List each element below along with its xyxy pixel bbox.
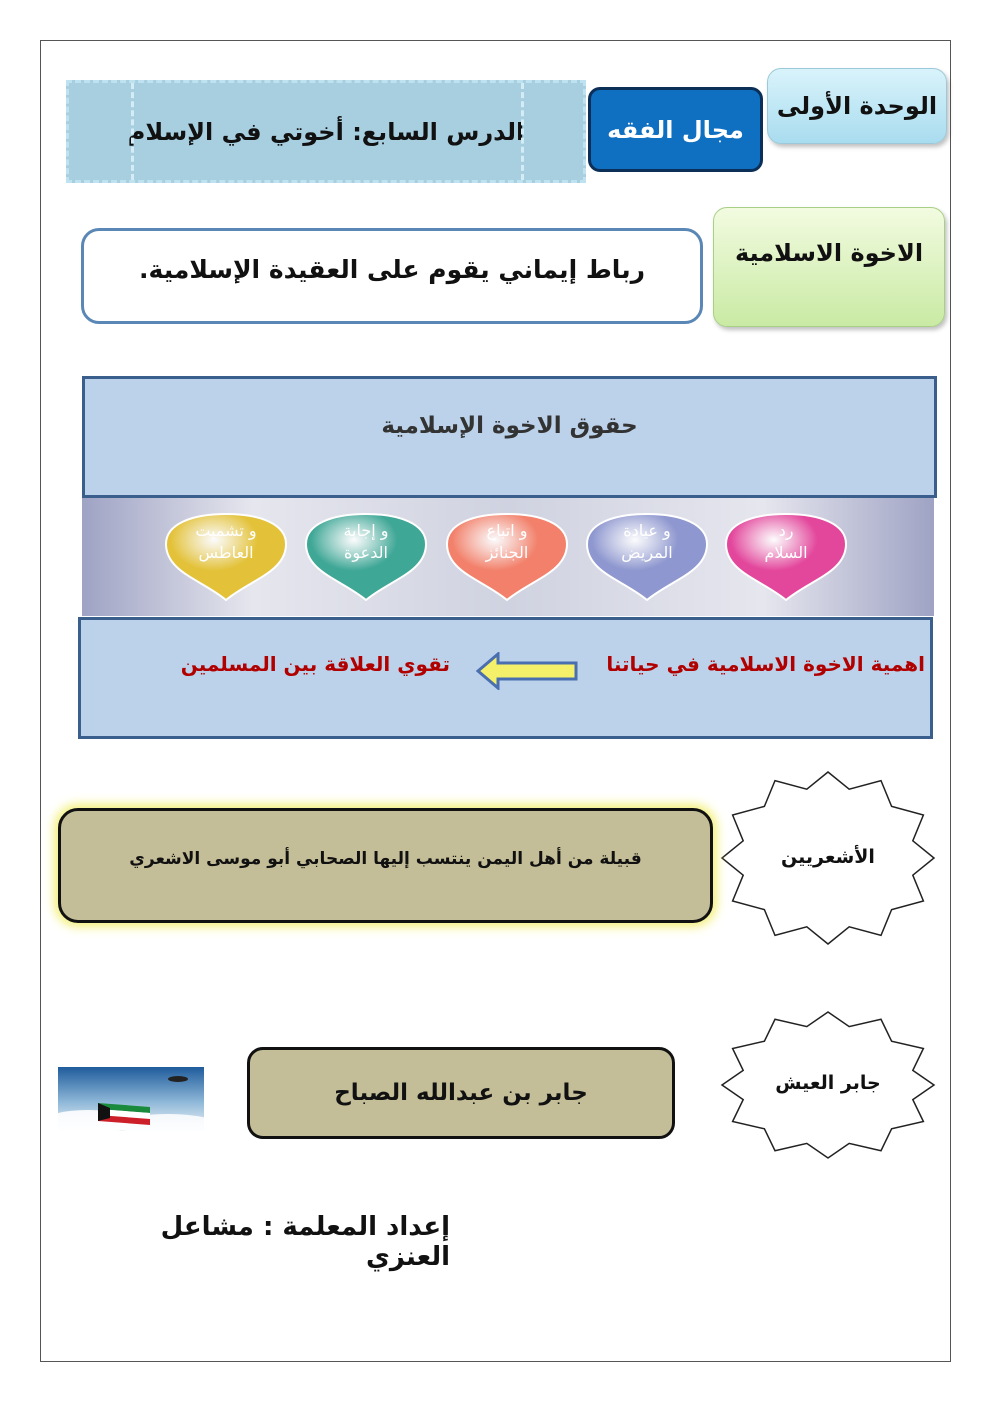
field-badge: مجال الفقه [588,87,763,172]
importance-label: اهمية الاخوة الاسلامية في حياتنا [606,652,925,676]
right-balloon-label: و عيادة المريض [621,521,673,562]
left-arrow-icon [476,652,578,690]
rights-heading: حقوق الاخوة الإسلامية [82,376,937,498]
kuwait-flag-sky-image [58,1067,204,1131]
right-balloon [443,510,571,602]
lesson-title: الدرس السابع: أخوتي في الإسلام [127,117,525,146]
tribe-star [720,770,936,946]
dashed-divider [521,83,524,180]
dashed-divider [131,83,134,180]
right-balloon [722,510,850,602]
jaber-star [720,1010,936,1160]
right-balloon-label: و تشميت العاطس [195,521,257,562]
lesson-title-box [66,80,586,183]
importance-value: تقوي العلاقة بين المسلمين [180,652,450,676]
unit-label: الوحدة الأولى [767,68,947,144]
author-credit: إعداد المعلمة : مشاعل العنزي [160,1212,450,1272]
flag-photo [58,1067,204,1131]
definition-term: الاخوة الاسلامية [713,207,945,327]
right-balloon [162,510,290,602]
definition-text: رباط إيماني يقوم على العقيدة الإسلامية. [81,228,703,324]
jaber-text: جابر بن عبدالله الصباح [247,1047,675,1139]
tribe-term: الأشعريين [781,846,875,868]
right-balloon [583,510,711,602]
tribe-text: قبيلة من أهل اليمن ينتسب إليها الصحابي أبو موسى الاشعري [58,808,713,923]
jaber-term: جابر العيش [775,1072,881,1094]
right-balloon-label: و إجابة الدعوة [343,521,389,562]
right-balloon-label: رد السلام [764,521,808,562]
right-balloon-label: و اتباع الجنائز [485,521,529,562]
right-balloon [302,510,430,602]
